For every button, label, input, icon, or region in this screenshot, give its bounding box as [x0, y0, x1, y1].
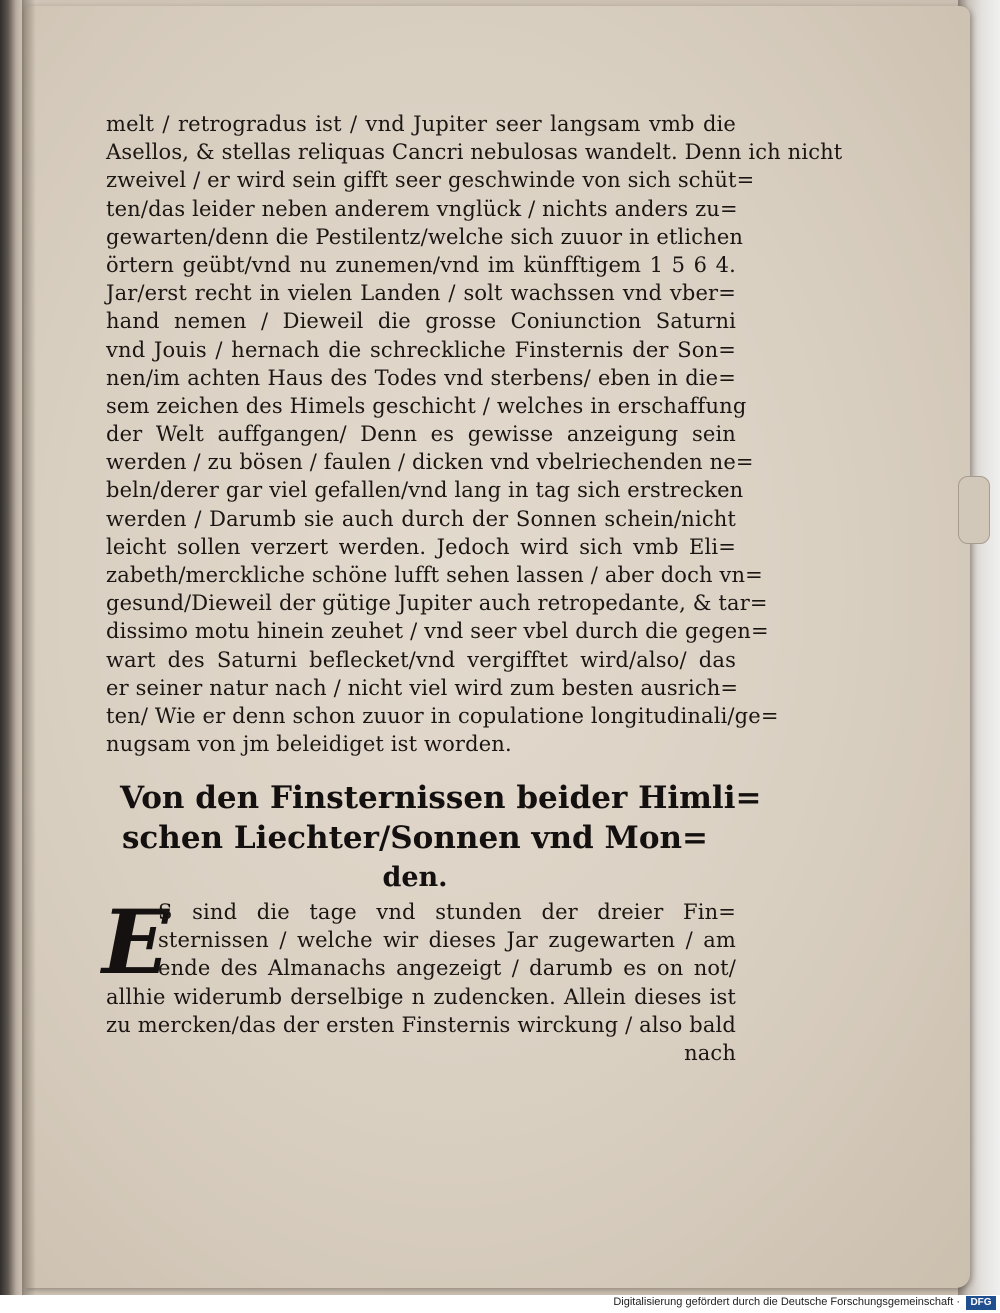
text-line-last: nugsam von jm beleidiget ist worden.: [106, 732, 512, 757]
text-line: gesund/Dieweil der gütige Jupiter auch retropedante, & tar=: [106, 591, 768, 616]
text-line: ten/das leider neben anderem vnglück / nichts anders zu=: [106, 196, 738, 221]
text-line: vnd Jouis / hernach die schreckliche Finsternis der Son=: [106, 337, 736, 362]
text-line: dissimo motu hinein zeuhet / vnd seer vbel durch die gegen=: [106, 619, 769, 644]
footer-bar: [0, 1295, 1000, 1313]
text-line: Asellos, & stellas reliquas Cancri nebulosas wandelt. Denn ich nicht: [106, 140, 843, 165]
text-line: werden / Darumb sie auch durch der Sonnen schein/nicht: [106, 506, 736, 531]
main-paragraph: [106, 110, 843, 758]
heading-line: den.: [382, 862, 448, 893]
heading-line: Von den Finsternissen beider Himli=: [120, 780, 762, 816]
section-heading: [120, 778, 762, 898]
text-line: nen/im achten Haus des Todes vnd sterbens/ eben in die=: [106, 365, 736, 390]
text-line: Jar/erst recht in vielen Landen / solt wachssen vnd vber=: [106, 281, 736, 306]
heading-line: schen Liechter/Sonnen vnd Mon=: [121, 820, 709, 856]
text-line: werden / zu bösen / faulen / dicken vnd vbelriechenden ne=: [106, 450, 754, 475]
catchword: nach: [684, 1040, 736, 1065]
text-line: zabeth/merckliche schöne lufft sehen lassen / aber doch vn=: [106, 563, 763, 587]
text-line: sternissen / welche wir dieses Jar zugewarten / am: [158, 928, 736, 953]
text-line: sem zeichen des Himels geschicht / welches in erschaffung: [106, 393, 747, 418]
second-paragraph: [106, 898, 736, 1067]
text-line: leicht sollen verzert werden. Jedoch wird sich vmb Eli=: [106, 534, 736, 559]
text-line: der Welt auffgangen/ Denn es gewisse anzeigung sein: [106, 422, 736, 447]
text-line: melt / retrogradus ist / vnd Jupiter seer langsam vmb die: [106, 112, 736, 136]
text-line: ende des Almanachs angezeigt / darumb es on not/: [158, 956, 736, 981]
text-line: hand nemen / Dieweil die grosse Coniunction Saturni: [106, 309, 736, 334]
text-line: er seiner natur nach / nicht viel wird zum besten ausrich=: [106, 675, 739, 700]
dfg-logo: DFG: [966, 1296, 996, 1310]
text-line: zu mercken/das der ersten Finsternis wirckung / also bald: [106, 1012, 736, 1037]
text-line: gewarten/denn die Pestilentz/welche sich zuuor in etlichen: [106, 224, 744, 249]
text-line: S sind die tage vnd stunden der dreier Fin=: [158, 900, 736, 924]
text-line: allhie widerumb derselbige n zudencken. Allein dieses ist: [106, 984, 736, 1009]
decorated-initial-letter: E: [102, 890, 170, 994]
funding-notice: Digitalisierung gefördert durch die Deutsche Forschungsgemeinschaft ·: [613, 1296, 960, 1308]
text-line: beln/derer gar viel gefallen/vnd lang in tag sich erstrecken: [106, 478, 744, 503]
text-line: ten/ Wie er denn schon zuuor in copulatione longitudinali/ge=: [106, 703, 779, 728]
text-line: wart des Saturni beflecket/vnd vergifftet wird/also/ das: [106, 647, 736, 672]
text-line: örtern geübt/vnd nu zunemen/vnd im künfftigem 1 5 6 4.: [106, 252, 736, 277]
previous-page-edge: [0, 0, 24, 1295]
binding-shadow: [22, 0, 36, 1295]
text-line: zweivel / er wird sein gifft seer geschwinde von sich schüt=: [106, 168, 755, 193]
page-clip-tab: [958, 476, 990, 544]
